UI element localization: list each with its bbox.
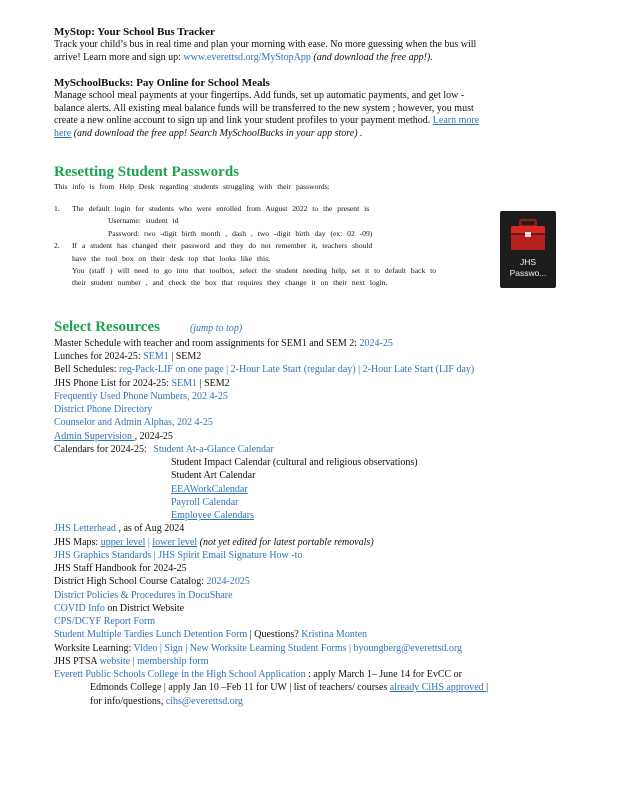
- student-art-calendar: Student Art Calendar: [171, 470, 256, 482]
- course-catalog: District High School Course Catalog: 2024-2025: [54, 576, 250, 588]
- admin-supervision: Admin Supervision , 2024-25: [54, 430, 173, 442]
- covid-info: COVID Info on District Website: [54, 602, 185, 614]
- tardies: Student Multiple Tardies Lunch Detention Form | Questions? Kristina Monten: [54, 629, 368, 641]
- counselor-alphas-link[interactable]: Counselor and Admin Alphas, 202 4-25: [54, 417, 213, 429]
- jhs-passwords-shortcut[interactable]: [500, 211, 556, 288]
- msb-learn-more-link[interactable]: Learn more: [432, 115, 480, 127]
- payroll-calendar-link[interactable]: Payroll Calendar: [171, 496, 239, 508]
- tardies-form-link[interactable]: Student Multiple Tardies Lunch Detention Form: [54, 629, 250, 641]
- bell-schedules: Bell Schedules: reg-Pack-LIF on one page | 2-Hour Late Start (regular day) | 2-Hour Late Start (LIF day): [54, 364, 475, 376]
- admin-supervision-link[interactable]: Admin Supervision: [54, 430, 135, 442]
- chs-line2: Edmonds College | apply Jan 10 –Feb 11 for UW | list of teachers/ courses already CiHS approved |: [90, 682, 489, 694]
- passwords-item1: 1. The default login for students who were enrolled from August 2022 to the present is Username: student id Password: two -digit birth month , dash , two -digit birth day (ex: 02 -09): [54, 203, 373, 238]
- jhs-ptsa: JHS PTSA website | membership form: [54, 655, 209, 667]
- jump-to-top-link[interactable]: (jump to top): [189, 322, 243, 334]
- covid-info-link[interactable]: COVID Info: [54, 602, 105, 614]
- mystop-link[interactable]: www.everettsd.org/MyStopApp: [183, 51, 311, 63]
- eea-work-calendar-link[interactable]: EEAWorkCalendar: [171, 483, 248, 495]
- resources-heading-row: [54, 318, 564, 336]
- cihs-email-link[interactable]: cihs@everettsd.org: [165, 695, 243, 707]
- frequent-phone-link[interactable]: Frequently Used Phone Numbers, 202 4-25: [54, 390, 228, 402]
- student-at-a-glance-link[interactable]: Student At-a-Glance Calendar: [153, 443, 274, 455]
- mystop-text-line2: arrive! Learn more and sign up: www.everettsd.org/MyStopApp (and download the free app!).: [54, 51, 433, 63]
- msb-here-link[interactable]: here: [54, 127, 72, 139]
- lunches-sem1-link[interactable]: SEM1: [143, 351, 169, 363]
- jhs-maps: JHS Maps: upper level | lower level (not yet edited for latest portable removals): [54, 536, 374, 548]
- cps-report-link[interactable]: CPS/DCYF Report Form: [54, 616, 156, 628]
- student-impact-calendar: Student Impact Calendar (cultural and religious observations): [171, 457, 418, 469]
- msb-line2: balance alerts. All existing meal balance funds will be transferred to the new system ; however, you must: [54, 102, 474, 114]
- district-phone-directory-link[interactable]: District Phone Directory: [54, 404, 153, 416]
- mystop-title: MyStop: Your School Bus Tracker: [54, 26, 215, 38]
- master-schedule-link[interactable]: 2024-25: [359, 337, 393, 349]
- letterhead: JHS Letterhead , as of Aug 2024: [54, 523, 185, 535]
- passwords-intro: This info is from Help Desk regarding students struggling with their passwords:: [54, 181, 330, 191]
- cihs-approved-link[interactable]: already CiHS approved: [389, 682, 487, 694]
- employee-calendars-link[interactable]: Employee Calendars: [171, 510, 255, 522]
- letterhead-link[interactable]: JHS Letterhead: [54, 523, 119, 535]
- district-policies-link[interactable]: District Policies & Procedures in DocuShare: [54, 589, 233, 601]
- toolbox-icon: [500, 211, 556, 257]
- master-schedule: Master Schedule with teacher and room assignments for SEM1 and SEM 2: 2024-25: [54, 337, 393, 349]
- lunches: Lunches for 2024-25: SEM1 | SEM2: [54, 351, 202, 363]
- worksite-learning: Worksite Learning: Video | Sign | New Worksite Learning Student Forms | byoungberg@everettsd.org: [54, 642, 463, 654]
- msb-line4: here (and download the free app! Search MySchoolBucks in your app store) .: [54, 127, 363, 139]
- bell-schedules-link[interactable]: reg-Pack-LIF on one page | 2-Hour Late Start (regular day) | 2-Hour Late Start (LIF day): [119, 364, 475, 376]
- ptsa-links[interactable]: website | membership form: [99, 655, 209, 667]
- chs-application: Everett Public Schools College in the High School Application : apply March 1– June 14 for EvCC or: [54, 669, 463, 681]
- course-catalog-link[interactable]: 2024-2025: [206, 576, 250, 588]
- calendars: Calendars for 2024-25: Student At-a-Glance Calendar: [54, 443, 274, 455]
- document-page: [54, 26, 564, 708]
- staff-handbook: JHS Staff Handbook for 2024-25: [54, 563, 187, 575]
- lower-level-link[interactable]: lower level: [152, 536, 198, 548]
- resources-heading: Select Resources: [54, 318, 160, 335]
- chs-line3: for info/questions, cihs@everettsd.org: [90, 695, 243, 707]
- passwords-heading: Resetting Student Passwords: [54, 163, 240, 180]
- phone-list: JHS Phone List for 2024-25: SEM1 | SEM2: [54, 377, 230, 389]
- chs-application-link[interactable]: Everett Public Schools College in the High School Application: [54, 669, 309, 681]
- passwords-item2: 2. If a student has changed their password and they do not remember it, teachers should have the tool box on their desk top that looks like this: You (staff ) will need to go into that toolbox, select the student needing help, set it to default back to their student number , and check the box that requires they change it on their next login.: [54, 241, 437, 288]
- worksite-links[interactable]: Video | Sign | New Worksite Learning Student Forms | byoungberg@everettsd.org: [133, 642, 463, 654]
- shortcut-label: JHS Passwo...: [509, 257, 547, 278]
- msb-line3: create a new online account to sign up and link your student profiles to your payment method. Learn more: [54, 115, 480, 127]
- graphics-standards-link[interactable]: JHS Graphics Standards | JHS Spirit Email Signature How -to: [54, 549, 303, 561]
- upper-level-link[interactable]: upper level: [100, 536, 146, 548]
- kristina-monten-link[interactable]: Kristina Monten: [301, 629, 368, 641]
- myschoolbucks-title: MySchoolBucks: Pay Online for School Meals: [54, 77, 270, 90]
- phone-sem1-link[interactable]: SEM1: [171, 377, 198, 389]
- msb-line1: Manage school meal payments at your fingertips. Add funds, set up automatic payments, and get low -: [54, 90, 465, 102]
- mystop-text-line1: Track your child’s bus in real time and plan your morning with ease. No more guessing when the bus will: [54, 39, 477, 50]
